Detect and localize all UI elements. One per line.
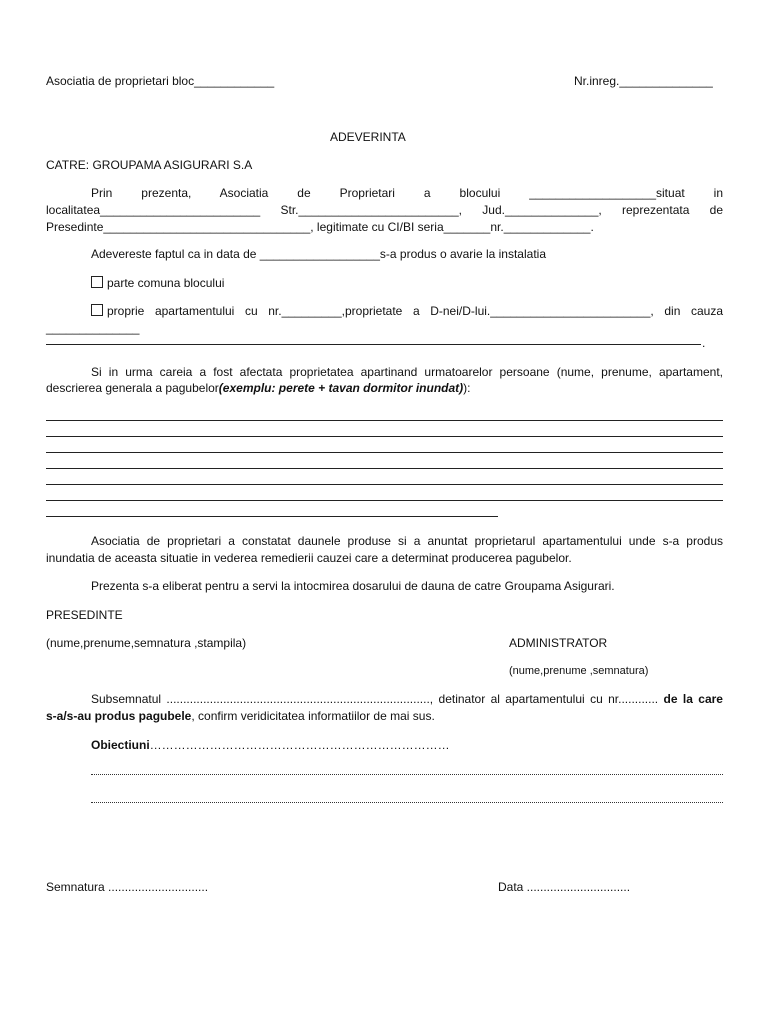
option-common xyxy=(91,274,224,292)
option-private-label: proprie apartamentului cu nr._________,proprietate a D-nei/D-lui.________________________, din cauza xyxy=(107,304,723,318)
checkbox-common[interactable] xyxy=(91,276,103,288)
president-title: PRESEDINTE xyxy=(46,608,123,622)
administrator-fields: (nume,prenume ,semnatura) xyxy=(509,665,649,677)
blank-line[interactable] xyxy=(46,516,498,517)
objections-line xyxy=(91,736,450,754)
option-common-label: parte comuna blocului xyxy=(107,276,225,290)
administrator-title: ADMINISTRATOR xyxy=(509,636,608,650)
objections-label: Obiectiuni xyxy=(91,738,150,752)
affected-line-1: Si in urma careia a fost afectata proprietatea apartinand urmatoarelor persoane (nume, prenume, apartament, xyxy=(91,365,723,379)
blank-line[interactable] xyxy=(46,484,723,485)
undersigned-bold: de la care xyxy=(658,692,723,706)
affected-text: descrierea generala a pagubelor xyxy=(46,381,219,395)
blank-line[interactable] xyxy=(46,436,723,437)
intro-line-1: Prin prezenta, Asociatia de Proprietari a blocului ___________________situat in xyxy=(91,186,723,200)
purpose-line: Prezenta s-a eliberat pentru a servi la intocmirea dosarului de dauna de catre Groupama Asigurari. xyxy=(91,579,615,593)
association-line: Asociatia de proprietari bloc____________ xyxy=(46,74,275,88)
date-field: Data ............................... xyxy=(498,880,631,894)
intro-line-3: Presedinte_______________________________, legitimate cu CI/BI seria_______nr._____________. xyxy=(46,220,594,234)
undersigned-line-2 xyxy=(46,707,435,725)
objections-dots: ………………………………………………………………… xyxy=(149,738,450,752)
certifies-line: Adevereste faptul ca in data de __________________s-a produs o avarie la instalatia xyxy=(91,247,546,261)
damages-bold: s-a/s-au produs pagubele xyxy=(46,709,192,723)
cause-line-end: . xyxy=(702,336,706,350)
affected-line-2 xyxy=(46,379,471,397)
registration-number: Nr.inreg.______________ xyxy=(574,74,713,88)
cause-line[interactable] xyxy=(46,344,701,345)
document-title: ADEVERINTA xyxy=(330,130,406,144)
affected-end: ): xyxy=(463,381,471,395)
affected-example: (exemplu: perete + tavan dormitor inundat) xyxy=(218,381,464,395)
blank-line[interactable] xyxy=(46,420,723,421)
signature-field: Semnatura .............................. xyxy=(46,880,209,894)
finding-line-2: inundatia de aceasta situatie in vederea remedierii cauzei care a determinat producerea pagubelor. xyxy=(46,551,572,565)
president-fields: (nume,prenume,semnatura ,stampila) xyxy=(46,636,247,650)
undersigned-end: , confirm veridicitatea informatiilor de mai sus. xyxy=(191,709,435,723)
objections-dotted-line[interactable] xyxy=(91,774,723,775)
objections-dotted-line[interactable] xyxy=(91,802,723,803)
undersigned-text: Subsemnatul ..............................................................................., detinator al apartamentului cu nr............ xyxy=(91,692,659,706)
intro-line-2: localitatea________________________ Str.________________________, Jud.______________, reprezentata de xyxy=(46,203,723,217)
option-private-line-2: ______________ xyxy=(46,321,140,335)
blank-line[interactable] xyxy=(46,468,723,469)
blank-line[interactable] xyxy=(46,500,723,501)
finding-line-1: Asociatia de proprietari a constatat daunele produse si a anuntat proprietarul apartamentului unde s-a produs xyxy=(91,534,723,548)
checkbox-private[interactable] xyxy=(91,304,103,316)
addressee: CATRE: GROUPAMA ASIGURARI S.A xyxy=(46,158,253,172)
undersigned-line-1 xyxy=(91,690,723,708)
option-private xyxy=(91,302,723,320)
blank-line[interactable] xyxy=(46,452,723,453)
